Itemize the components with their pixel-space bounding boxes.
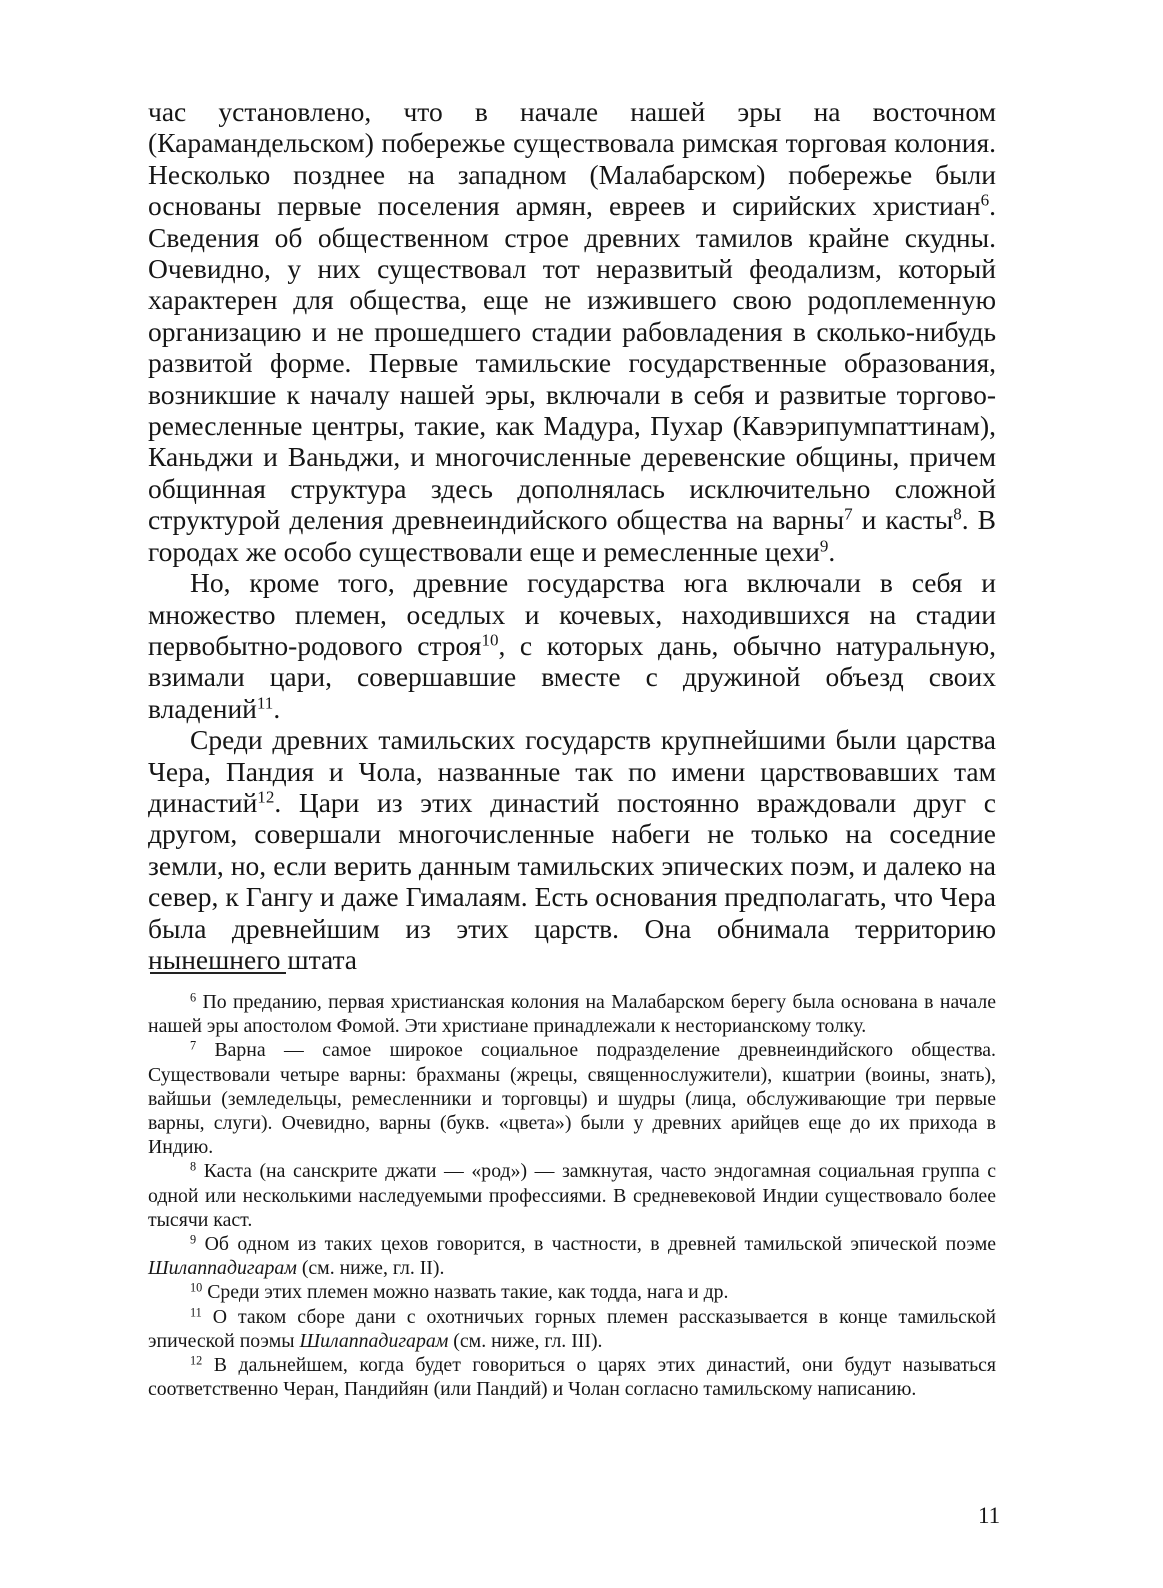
footnote-ref: 10 — [481, 630, 499, 650]
paragraph-1: час установлено, что в начале нашей эры на восточном (Карамандельском) побережье существовала римская торговая колония. Несколько позднее на западном (Малабарском) побережье были основаны первые поселения армян, евреев и сирийских христиан$^6$. Сведения об общественном строе древних тамилов крайне скудны. Очевидно, у них существовал тот неразвитый феодализм, который характерен для общества, еще не изжившего свою родоплеменную организацию и не прошедшего стадии рабовладения в сколько-нибудь развитой форме. Первые тамильские государственные образования, возникшие к началу нашей эры, включали в себя и развитые торгово-ремесленные центры, такие, как Мадура, Пухар (Кавэрипумпаттинам), Каньджи и Ваньджи, и многочисленные деревенские общины, причем общинная структура здесь дополнялась исключительно сложной структурой деления древнеиндийского общества на варны$^7$ и касты$^8$. В городах же особо существовали еще и ремесленные цехи$^9$. — [148, 96, 997, 567]
footnote-11: $^{11}$ О таком сборе дани с охотничьих горных племен рассказывается в конце тамильской эпической поэмы Шилаппадигарам (см. ниже, гл. III). — [148, 1304, 996, 1352]
paragraph-3: Среди древних тамильских государств крупнейшими были царства Чера, Пандия и Чола, названные так по имени царствовавших там династий$^{12}$. Цари из этих династий постоянно враждовали друг с другом, совершали многочисленные набеги не только на соседние земли, но, если верить данным тамильских эпических поэм, и далеко на север, к Гангу и даже Гималаям. Есть основания предполагать, что Чера была древнейшим из этих царств. Она обнимала территорию нынешнего штата — [148, 724, 996, 975]
footnote-ref: 7 — [190, 1038, 197, 1053]
footnote-ref: 10 — [190, 1280, 203, 1295]
footnote-9: $^9$ Об одном из таких цехов говорится, в частности, в древней тамильской эпической поэме Шилаппадигарам (см. ниже, гл. II). — [148, 1232, 996, 1280]
page-number: 11 — [978, 1503, 1001, 1528]
footnote-6: $^6$ По преданию, первая христианская колония на Малабарском берегу была основана в начале нашей эры апостолом Фомой. Эти христиане принадлежали к несторианскому толку. — [148, 990, 996, 1038]
footnote-ref: 6 — [190, 990, 197, 1005]
main-text — [148, 96, 996, 975]
footnote-8: $^8$ Каста (на санскрите джати — «род») — замкнутая, часто эндогамная социальная группа с одной или несколькими наследуемыми профессиями. В средневековой Индии существовало более тысячи каст. — [148, 1159, 996, 1231]
footnote-ref: 12 — [190, 1353, 203, 1368]
footnote-ref: 7 — [844, 504, 853, 524]
footnote-ref: 11 — [190, 1304, 202, 1319]
italic-title: Шилаппадигарам — [148, 1257, 297, 1280]
italic-title: Шилаппадигарам — [299, 1329, 449, 1352]
footnote-ref: 12 — [257, 787, 275, 807]
paragraph-2: Но, кроме того, древние государства юга включали в себя и множество племен, оседлых и кочевых, находившихся на стадии первобытно-родового строя$^{10}$, с которых дань, обычно натуральную, взимали цари, совершавшие вместе с дружиной объезд своих владений$^{11}$. — [148, 567, 996, 724]
footnote-10: $^{10}$ Среди этих племен можно назвать такие, как тодда, нага и др. — [190, 1280, 729, 1304]
footnote-ref: 6 — [980, 190, 990, 210]
footnotes — [148, 990, 996, 1401]
footnote-ref: 11 — [256, 693, 274, 713]
footnote-ref: 9 — [190, 1232, 197, 1247]
footnote-separator — [150, 972, 286, 974]
footnote-12: $^{12}$ В дальнейшем, когда будет говориться о царях этих династий, они будут называться соответственно Черан, Пандийян (или Пандий) и Чолан согласно тамильскому написанию. — [148, 1353, 996, 1401]
footnote-ref: 9 — [819, 536, 829, 556]
footnote-ref: 8 — [953, 504, 962, 524]
footnote-7: $^7$ Варна — самое широкое социальное подразделение древнеиндийского общества. Существовали четыре варны: брахманы (жрецы, священнослужители), кшатрии (воины, знать), вайшьи (земледельцы, ремесленники и торговцы) и шудры (лица, обслуживающие три первые варны, слуги). Очевидно, варны (букв. «цвета») были у древних арийцев еще до их прихода в Индию. — [148, 1038, 996, 1159]
footnote-ref: 8 — [190, 1159, 197, 1174]
